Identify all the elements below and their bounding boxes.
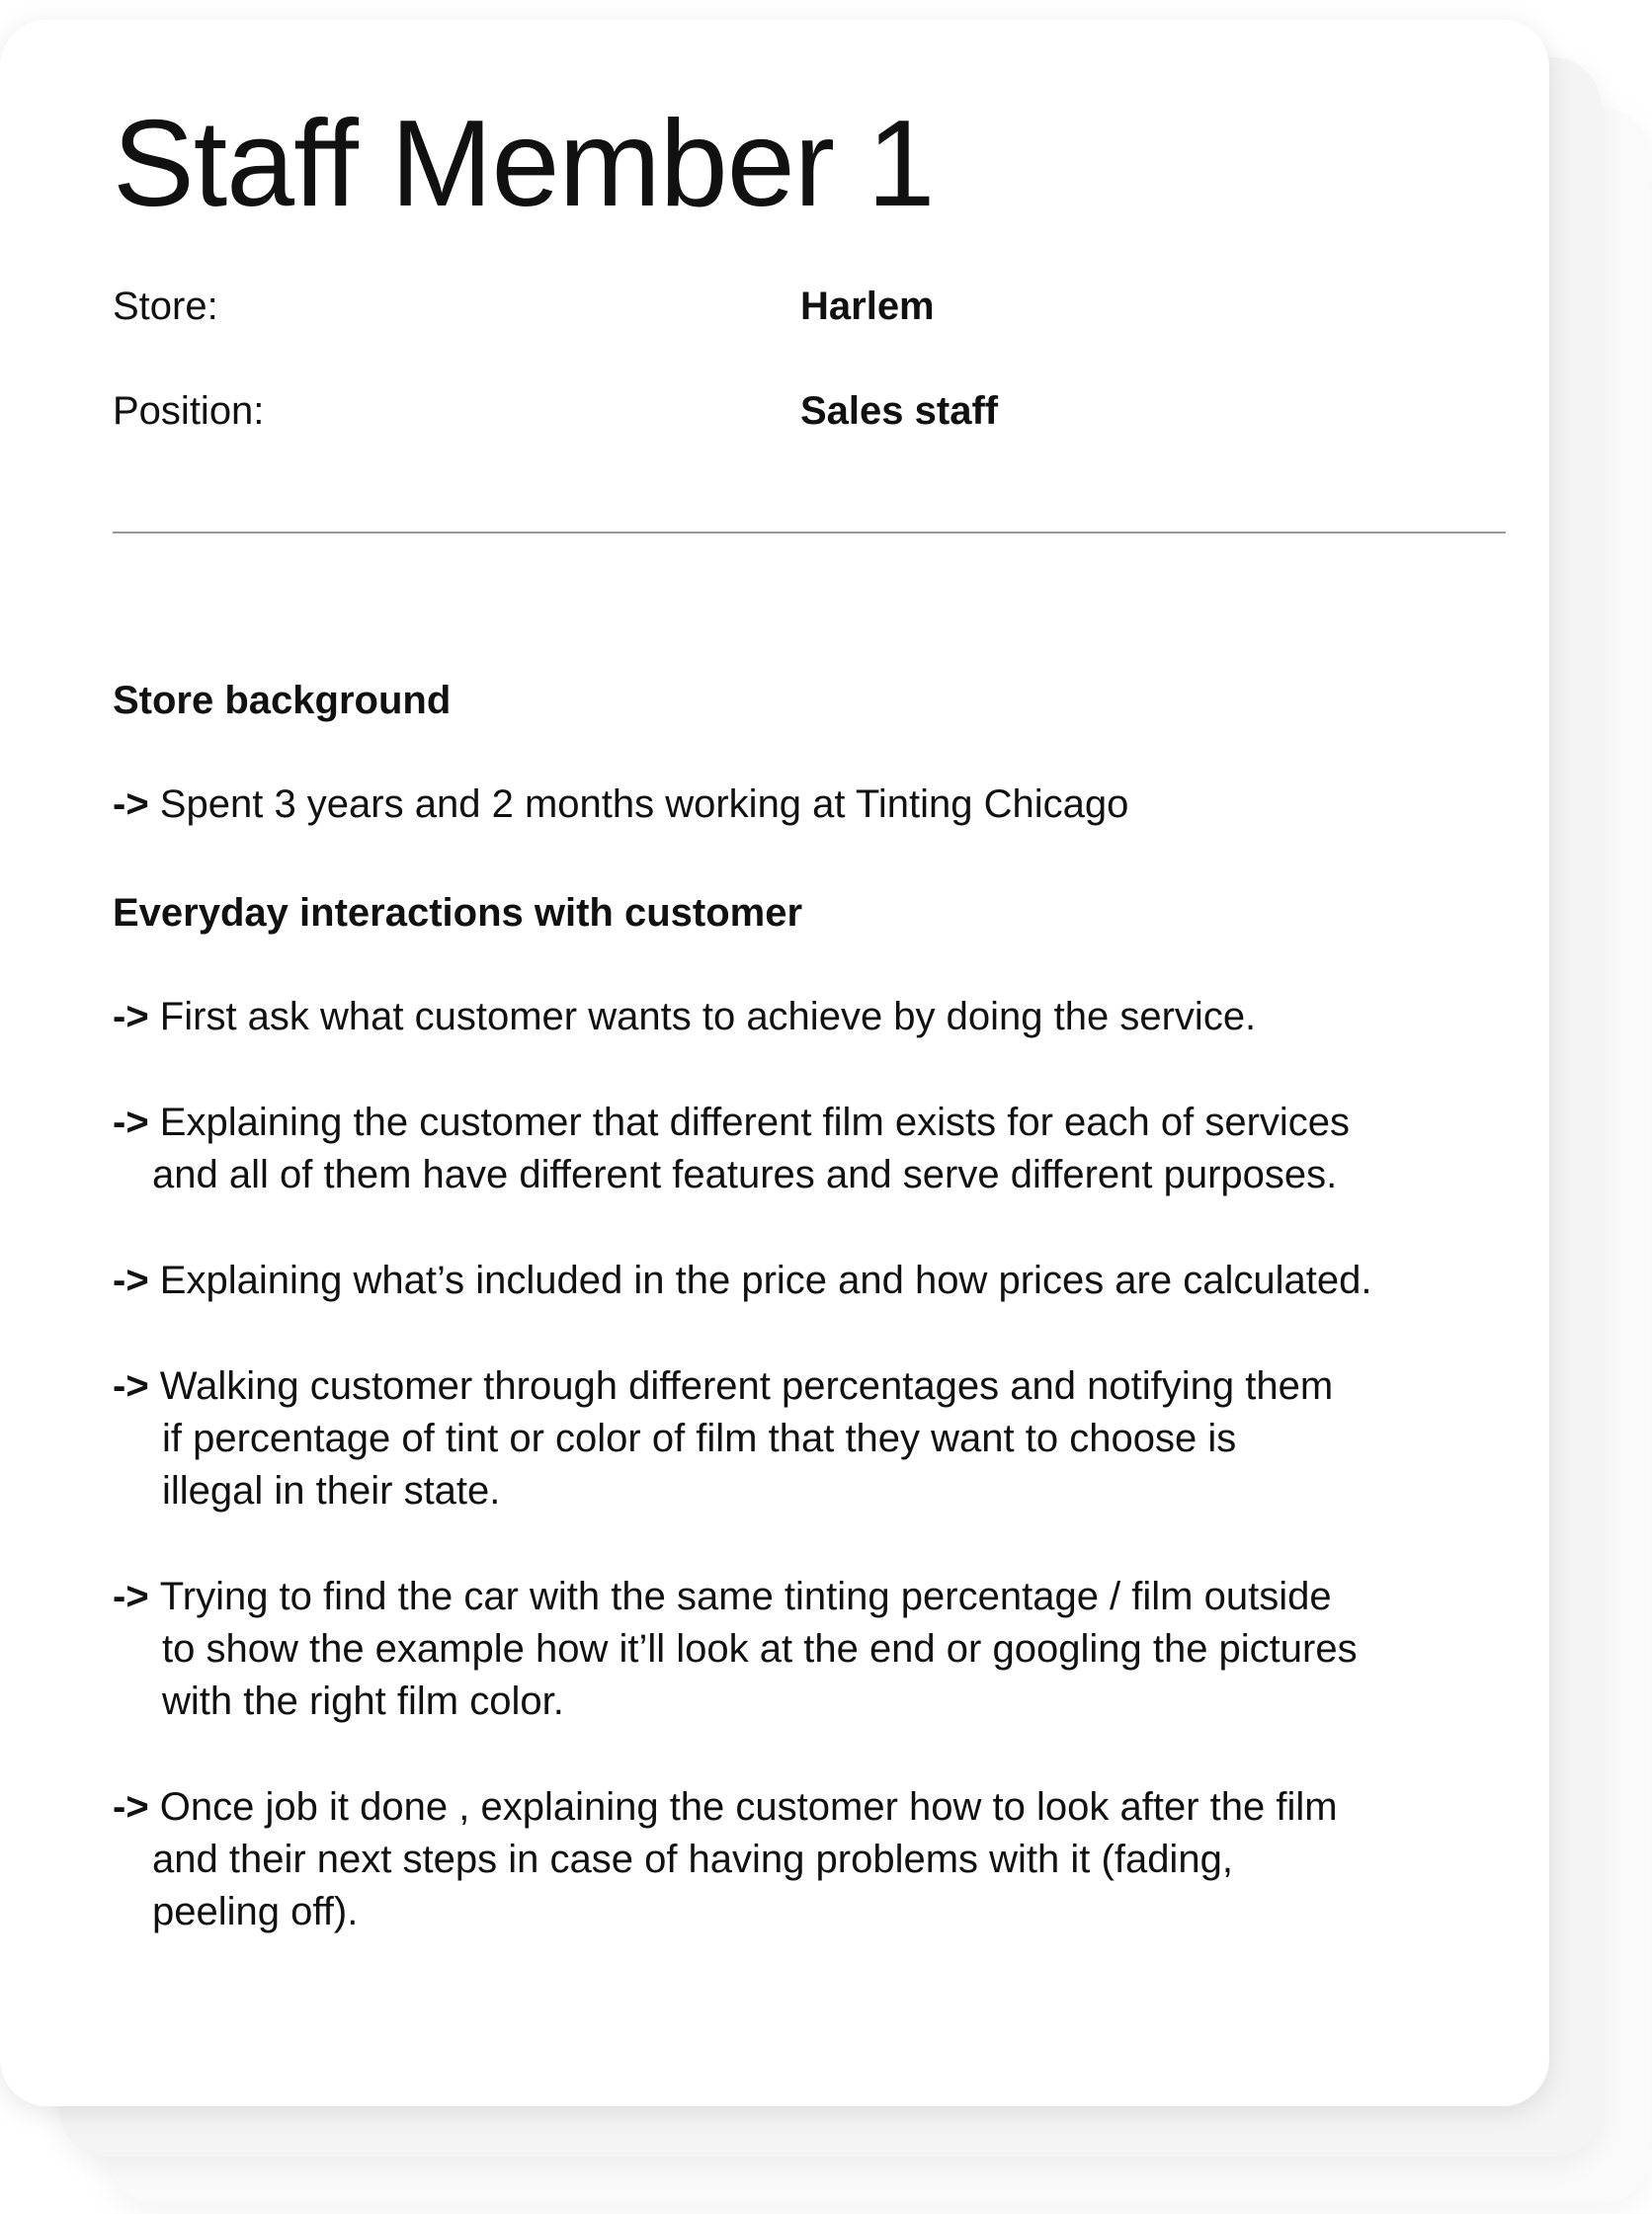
arrow-marker: ->	[113, 1364, 160, 1409]
item-text-continuation: to show the example how it’ll look at the end or googling the pictures	[162, 1627, 1358, 1672]
list-item	[113, 1360, 1466, 1517]
item-text: Explaining the customer that different film exists for each of services	[159, 1101, 1351, 1145]
store-row	[113, 283, 1549, 330]
store-background-heading: Store background	[113, 679, 452, 723]
list-item	[113, 991, 1466, 1043]
item-text-continuation: peeling off).	[152, 1890, 359, 1934]
everyday-interactions-heading: Everyday interactions with customer	[113, 891, 803, 936]
arrow-marker: ->	[113, 1101, 160, 1145]
position-row	[113, 387, 1549, 435]
item-text: Walking customer through different percentages and notifying them	[159, 1364, 1334, 1409]
item-text-continuation: illegal in their state.	[162, 1469, 501, 1514]
divider	[113, 532, 1506, 533]
item-text-continuation: if percentage of tint or color of film that they want to choose is	[162, 1417, 1237, 1461]
arrow-marker: ->	[113, 1785, 160, 1830]
item-text: Once job it done , explaining the customer how to look after the film	[159, 1785, 1338, 1830]
item-text-continuation: and their next steps in case of having problems with it (fading,	[152, 1838, 1233, 1882]
arrow-marker: ->	[113, 782, 160, 827]
item-text-continuation: with the right film color.	[162, 1680, 564, 1724]
list-item	[113, 1571, 1466, 1728]
store-value: Harlem	[800, 285, 935, 329]
arrow-marker: ->	[113, 995, 160, 1039]
staff-card	[0, 20, 1549, 2106]
store-label: Store:	[113, 285, 218, 329]
item-text: First ask what customer wants to achieve by doing the service.	[159, 995, 1257, 1039]
list-item	[113, 779, 1466, 831]
list-item	[113, 1255, 1466, 1307]
item-text: Explaining what’s included in the price and how prices are calculated.	[159, 1259, 1372, 1303]
position-value: Sales staff	[800, 389, 999, 434]
item-text-continuation: and all of them have different features and serve different purposes.	[152, 1153, 1338, 1197]
list-item	[113, 1097, 1466, 1201]
arrow-marker: ->	[113, 1259, 160, 1303]
arrow-marker: ->	[113, 1575, 160, 1619]
page-title: Staff Member 1	[113, 96, 935, 232]
item-text: Trying to find the car with the same tinting percentage / film outside	[159, 1575, 1332, 1619]
item-text: Spent 3 years and 2 months working at Tinting Chicago	[159, 782, 1129, 827]
position-label: Position:	[113, 389, 265, 434]
list-item	[113, 1781, 1466, 1938]
